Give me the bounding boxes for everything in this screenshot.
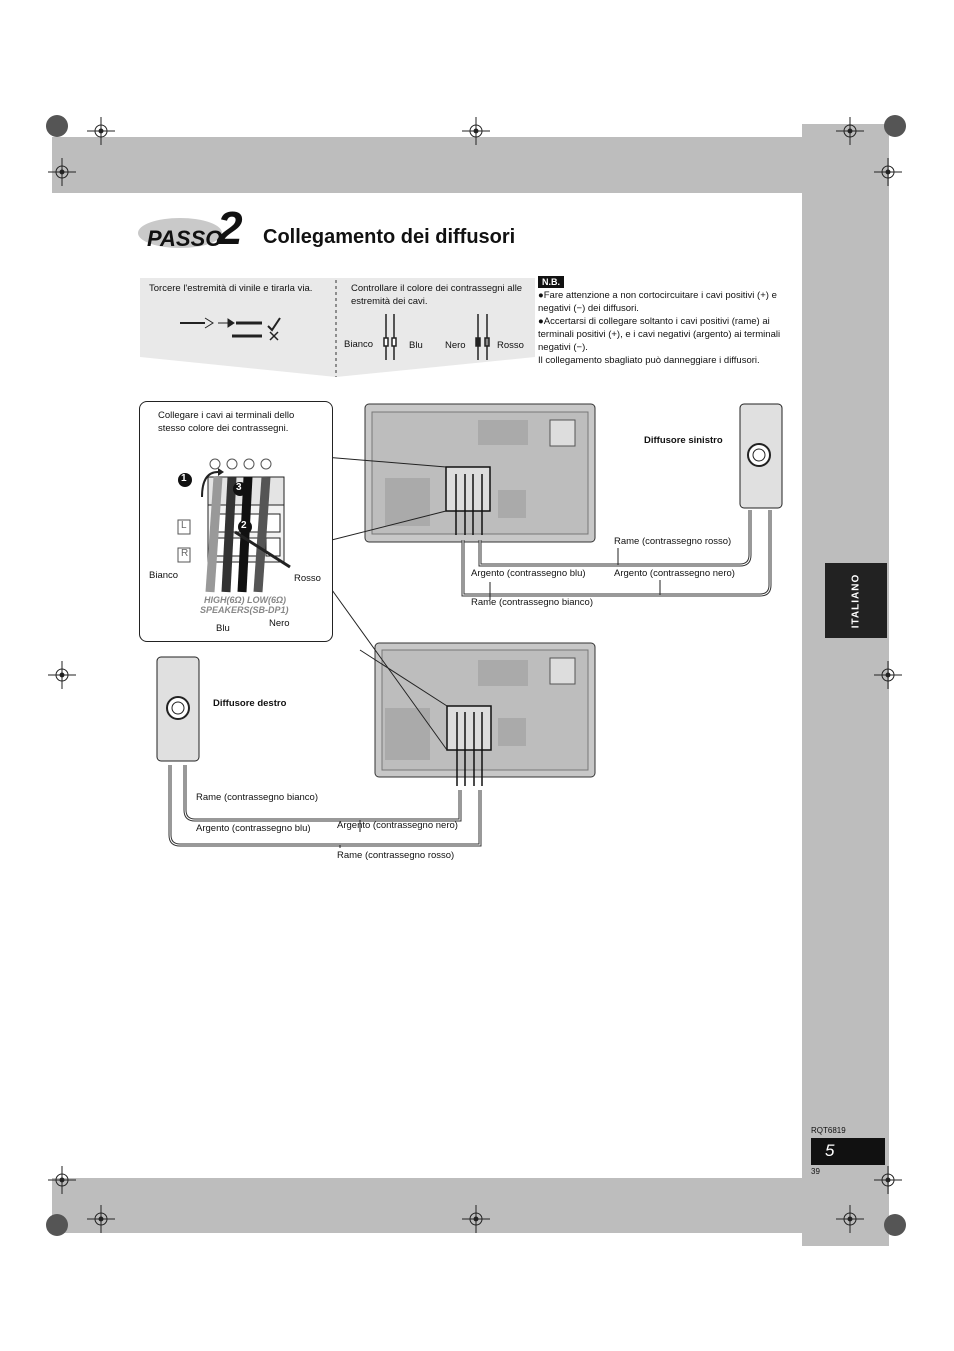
left-argento-nero-label: Argento (contrassegno nero) xyxy=(614,568,735,579)
note-item: Il collegamento sbagliato può danneggiare i diffusori. xyxy=(538,355,760,366)
left-rame-bianco-label: Rame (contrassegno bianco) xyxy=(471,597,593,608)
cable-label-nero: Nero xyxy=(445,340,466,351)
left-speaker-label: Diffusore sinistro xyxy=(644,435,723,446)
cable-label-blu: Blu xyxy=(409,340,423,351)
page-number: 5 xyxy=(825,1141,835,1160)
terminal-spec-1: HIGH(6Ω) LOW(6Ω) xyxy=(204,595,287,605)
receiver-bottom xyxy=(375,643,595,786)
left-argento-blu-label: Argento (contrassegno blu) xyxy=(471,568,586,579)
terminal-spec-2: SPEAKERS(SB-DP1) xyxy=(200,605,289,615)
note-badge: N.B. xyxy=(538,276,564,288)
note-item: ●Accertarsi di collegare soltanto i cavi positivi (rame) ai terminali positivi (+), e i cavi negativi (argento) ai terminali negativi (−). xyxy=(538,316,781,353)
page-number-box xyxy=(811,1138,885,1165)
left-rame-rosso-label: Rame (contrassegno rosso) xyxy=(614,536,732,547)
tip-strip-text: Torcere l'estremità di vinile e tirarla via. xyxy=(149,283,313,294)
right-rame-rosso-label: Rame (contrassegno rosso) xyxy=(337,850,455,861)
terminal-R-label: R xyxy=(181,548,189,559)
note-item: ●Fare attenzione a non cortocircuitare i cavi positivi (+) e negativi (−) dei diffusori. xyxy=(538,290,777,314)
cable-label-rosso: Rosso xyxy=(497,340,524,351)
notes-list xyxy=(538,289,784,367)
step-2-badge: 2 xyxy=(241,520,247,531)
right-argento-nero-label: Argento (contrassegno nero) xyxy=(337,820,458,831)
tip-color-text: Controllare il colore dei contrassegni alle estremità dei cavi. xyxy=(351,283,523,307)
terminal-L-label: L xyxy=(181,520,187,531)
step-3-badge: 3 xyxy=(236,482,242,493)
terminal-caption: Collegare i cavi ai terminali dello stesso colore dei contrassegni. xyxy=(158,410,295,434)
terminal-detail-box xyxy=(139,401,333,642)
right-speaker-graphic xyxy=(157,657,199,761)
detail-label-blu: Blu xyxy=(216,623,230,634)
right-argento-blu-label: Argento (contrassegno blu) xyxy=(196,823,311,834)
language-label: ITALIANO xyxy=(850,573,862,628)
passo-number: 2 xyxy=(217,202,243,254)
page-title: Collegamento dei diffusori xyxy=(263,226,516,248)
receiver-top xyxy=(365,404,595,542)
right-rame-bianco-label: Rame (contrassegno bianco) xyxy=(196,792,318,803)
detail-label-bianco: Bianco xyxy=(149,570,179,581)
step-1-badge: 1 xyxy=(181,473,187,484)
cable-label-bianco: Bianco xyxy=(344,339,374,350)
left-speaker-graphic xyxy=(740,404,782,508)
detail-label-nero: Nero xyxy=(269,618,290,629)
doc-code: RQT6819 xyxy=(811,1126,846,1135)
small-page-number: 39 xyxy=(811,1167,820,1176)
right-speaker-label: Diffusore destro xyxy=(213,698,287,709)
passo-label: PASSO xyxy=(147,226,223,251)
detail-label-rosso: Rosso xyxy=(294,573,321,584)
